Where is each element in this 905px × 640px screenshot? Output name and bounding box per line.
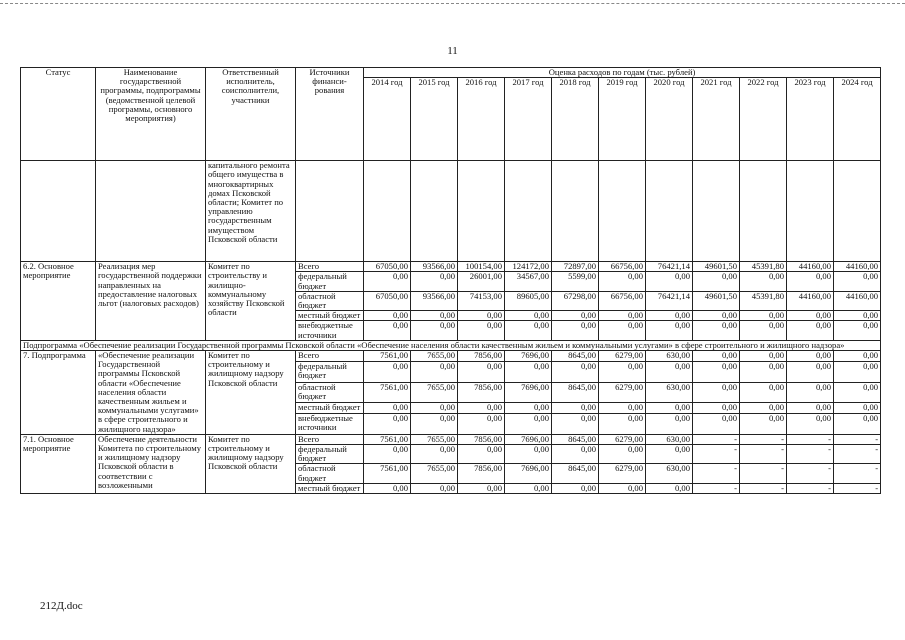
year-value: - [693, 434, 740, 444]
year-value: - [693, 464, 740, 483]
year-value: 630,00 [646, 464, 693, 483]
header-row-1 [21, 68, 881, 78]
year-value: 76421,14 [646, 262, 693, 272]
year-value: 66756,00 [599, 262, 646, 272]
year-value: - [834, 464, 881, 483]
year-value: 0,00 [364, 483, 411, 493]
header-estimate: Оценка расходов по годам (тыс. рублей) [364, 68, 881, 78]
year-value: 0,00 [646, 321, 693, 340]
year-value: 7856,00 [458, 464, 505, 483]
year-value: 0,00 [364, 272, 411, 291]
continuation-text: капитального ремонта общего имущества в многоквартирных домах Псковской области; Комитет по управлению государственным имуществом Псковской области [206, 161, 296, 262]
year-value: 0,00 [458, 311, 505, 321]
year-value: 0,00 [787, 311, 834, 321]
year-value: 0,00 [834, 272, 881, 291]
year-value: 8645,00 [552, 351, 599, 362]
year-value: 0,00 [505, 445, 552, 464]
year-value: 0,00 [505, 311, 552, 321]
row-status: 7.1. Основное мероприятие [21, 434, 96, 493]
row-responsible: Комитет по строительству и жилищно-коммунальному хозяйству Псковской области [206, 262, 296, 341]
year-value: 0,00 [787, 382, 834, 403]
year-value: 0,00 [834, 414, 881, 435]
year-value: 7655,00 [411, 382, 458, 403]
year-value: 34567,00 [505, 272, 552, 291]
year-value: 0,00 [646, 445, 693, 464]
year-value: 7655,00 [411, 464, 458, 483]
year-value: 0,00 [740, 272, 787, 291]
year-value: 5599,00 [552, 272, 599, 291]
year-value: 7655,00 [411, 434, 458, 444]
funding-source: Всего [296, 351, 364, 362]
year-value: 0,00 [552, 414, 599, 435]
year-value: 0,00 [740, 403, 787, 414]
year-value: 0,00 [599, 414, 646, 435]
year-value: 0,00 [599, 321, 646, 340]
cell-empty [364, 161, 411, 262]
table-row [21, 351, 881, 362]
year-value: 7856,00 [458, 382, 505, 403]
year-value: 0,00 [693, 403, 740, 414]
row-name: Реализация мер государственной поддержки направленных на предоставление налоговых льгот (налоговых расходов) [96, 262, 206, 341]
year-value: 76421,14 [646, 291, 693, 310]
cell-empty [834, 161, 881, 262]
funding-source: областной бюджет [296, 464, 364, 483]
year-value: 0,00 [693, 321, 740, 340]
header-year: 2020 год [646, 78, 693, 161]
year-value: 0,00 [552, 321, 599, 340]
header-status: Статус [21, 68, 96, 161]
year-value: 0,00 [693, 351, 740, 362]
year-value: 0,00 [787, 321, 834, 340]
year-value: 0,00 [411, 445, 458, 464]
year-value: 45391,80 [740, 291, 787, 310]
cell-empty [96, 161, 206, 262]
year-value: 89605,00 [505, 291, 552, 310]
year-value: 0,00 [693, 361, 740, 382]
year-value: 0,00 [599, 483, 646, 493]
year-value: 0,00 [364, 445, 411, 464]
year-value: 124172,00 [505, 262, 552, 272]
funding-source: местный бюджет [296, 311, 364, 321]
year-value: 0,00 [552, 311, 599, 321]
year-value: 7696,00 [505, 464, 552, 483]
year-value: 49601,50 [693, 262, 740, 272]
funding-source: Всего [296, 434, 364, 444]
year-value: 0,00 [740, 414, 787, 435]
year-value: 0,00 [458, 321, 505, 340]
year-value: 93566,00 [411, 262, 458, 272]
top-rule [0, 3, 905, 4]
funding-source: областной бюджет [296, 382, 364, 403]
header-year: 2015 год [411, 78, 458, 161]
year-value: 0,00 [787, 272, 834, 291]
funding-source: федеральный бюджет [296, 445, 364, 464]
year-value: 0,00 [740, 321, 787, 340]
year-value: - [740, 483, 787, 493]
year-value: - [834, 483, 881, 493]
year-value: 7561,00 [364, 464, 411, 483]
funding-source: внебюджетные источники [296, 321, 364, 340]
continuation-row [21, 161, 881, 262]
year-value: 7655,00 [411, 351, 458, 362]
year-value: 0,00 [834, 361, 881, 382]
funding-source: внебюджетные источники [296, 414, 364, 435]
year-value: 0,00 [646, 483, 693, 493]
year-value: 26001,00 [458, 272, 505, 291]
funding-source: федеральный бюджет [296, 361, 364, 382]
year-value: 8645,00 [552, 434, 599, 444]
year-value: 0,00 [646, 311, 693, 321]
year-value: 0,00 [834, 311, 881, 321]
year-value: 0,00 [458, 403, 505, 414]
year-value: 0,00 [646, 272, 693, 291]
year-value: 0,00 [458, 445, 505, 464]
subprogram-title: Подпрограмма «Обеспечение реализации Государственной программы Псковской области «Обеспечение населения области качественным жильем и коммунальными услугами» в сфере строительного и жилищного надзора» [21, 340, 881, 350]
year-value: 0,00 [599, 445, 646, 464]
year-value: 0,00 [505, 361, 552, 382]
funding-source: Всего [296, 262, 364, 272]
year-value: 0,00 [505, 414, 552, 435]
year-value: - [693, 445, 740, 464]
year-value: 0,00 [411, 311, 458, 321]
year-value: 0,00 [505, 403, 552, 414]
year-value: 72897,00 [552, 262, 599, 272]
cell-empty [693, 161, 740, 262]
year-value: 7561,00 [364, 351, 411, 362]
year-value: 0,00 [834, 351, 881, 362]
cell-empty [599, 161, 646, 262]
year-value: 0,00 [411, 272, 458, 291]
year-value: 0,00 [552, 483, 599, 493]
year-value: 0,00 [646, 414, 693, 435]
cell-empty [411, 161, 458, 262]
page-number: 11 [447, 45, 458, 57]
table-row [21, 262, 881, 272]
year-value: - [787, 445, 834, 464]
year-value: 0,00 [458, 414, 505, 435]
year-value: 7561,00 [364, 382, 411, 403]
year-value: 0,00 [834, 382, 881, 403]
year-value: 0,00 [740, 361, 787, 382]
cell-empty [296, 161, 364, 262]
year-value: - [787, 483, 834, 493]
year-value: 0,00 [599, 361, 646, 382]
year-value: 0,00 [787, 351, 834, 362]
year-value: 0,00 [599, 272, 646, 291]
year-value: 0,00 [411, 403, 458, 414]
year-value: 44160,00 [787, 291, 834, 310]
funding-source: местный бюджет [296, 403, 364, 414]
header-year: 2016 год [458, 78, 505, 161]
year-value: 0,00 [693, 414, 740, 435]
year-value: 0,00 [740, 382, 787, 403]
year-value: 0,00 [458, 483, 505, 493]
cell-empty [552, 161, 599, 262]
year-value: - [740, 464, 787, 483]
funding-source: федеральный бюджет [296, 272, 364, 291]
table-row [21, 434, 881, 444]
year-value: 0,00 [411, 414, 458, 435]
year-value: 630,00 [646, 351, 693, 362]
year-value: 0,00 [505, 483, 552, 493]
year-value: 0,00 [552, 361, 599, 382]
year-value: 6279,00 [599, 434, 646, 444]
year-value: 44160,00 [834, 262, 881, 272]
year-value: 0,00 [411, 361, 458, 382]
year-value: 49601,50 [693, 291, 740, 310]
header-year: 2017 год [505, 78, 552, 161]
year-value: 630,00 [646, 434, 693, 444]
row-status: 6.2. Основное мероприятие [21, 262, 96, 341]
year-value: 0,00 [552, 403, 599, 414]
year-value: 0,00 [787, 403, 834, 414]
year-value: 0,00 [693, 272, 740, 291]
year-value: 67050,00 [364, 291, 411, 310]
year-value: 0,00 [364, 414, 411, 435]
year-value: 0,00 [411, 483, 458, 493]
funding-source: местный бюджет [296, 483, 364, 493]
header-year: 2024 год [834, 78, 881, 161]
year-value: 0,00 [740, 311, 787, 321]
year-value: 100154,00 [458, 262, 505, 272]
year-value: 0,00 [693, 382, 740, 403]
year-value: 0,00 [599, 403, 646, 414]
year-value: - [693, 483, 740, 493]
year-value: 6279,00 [599, 382, 646, 403]
row-name: Обеспечение деятельности Комитета по строительному и жилищному надзору Псковской области в соответствии с возложенными [96, 434, 206, 493]
row-status: 7. Подпрограмма [21, 351, 96, 435]
year-value: 7696,00 [505, 351, 552, 362]
year-value: 0,00 [458, 361, 505, 382]
year-value: 93566,00 [411, 291, 458, 310]
year-value: 7856,00 [458, 434, 505, 444]
year-value: 6279,00 [599, 351, 646, 362]
year-value: 7696,00 [505, 382, 552, 403]
year-value: 0,00 [364, 321, 411, 340]
row-name: «Обеспечение реализации Государственной программы Псковской области «Обеспечение населения области качественным жильем и коммунальными услугами» в сфере строительного и жилищного надзора» [96, 351, 206, 435]
year-value: 74153,00 [458, 291, 505, 310]
year-value: 0,00 [787, 361, 834, 382]
row-responsible: Комитет по строительному и жилищному надзору Псковской области [206, 351, 296, 435]
header-sources: Источники финанси-рования [296, 68, 364, 161]
year-value: 0,00 [505, 321, 552, 340]
year-value: 67298,00 [552, 291, 599, 310]
cell-empty [458, 161, 505, 262]
year-value: 0,00 [646, 361, 693, 382]
year-value: - [740, 445, 787, 464]
year-value: 8645,00 [552, 382, 599, 403]
year-value: 44160,00 [787, 262, 834, 272]
subprogram-title-row [21, 340, 881, 350]
header-year: 2023 год [787, 78, 834, 161]
year-value: 44160,00 [834, 291, 881, 310]
year-value: 0,00 [364, 311, 411, 321]
header-year: 2019 год [599, 78, 646, 161]
year-value: 8645,00 [552, 464, 599, 483]
funding-source: областной бюджет [296, 291, 364, 310]
year-value: 7856,00 [458, 351, 505, 362]
year-value: - [787, 434, 834, 444]
year-value: 0,00 [411, 321, 458, 340]
year-value: 7696,00 [505, 434, 552, 444]
year-value: - [834, 445, 881, 464]
year-value: 0,00 [787, 414, 834, 435]
year-value: 0,00 [740, 351, 787, 362]
cell-empty [646, 161, 693, 262]
header-year: 2018 год [552, 78, 599, 161]
cell-empty [505, 161, 552, 262]
year-value: 0,00 [834, 403, 881, 414]
year-value: - [787, 464, 834, 483]
header-year: 2014 год [364, 78, 411, 161]
year-value: - [834, 434, 881, 444]
year-value: 0,00 [364, 403, 411, 414]
year-value: - [740, 434, 787, 444]
footer-filename: 212Д.doc [40, 600, 83, 612]
row-responsible: Комитет по строительному и жилищному надзору Псковской области [206, 434, 296, 493]
header-year: 2022 год [740, 78, 787, 161]
year-value: 6279,00 [599, 464, 646, 483]
year-value: 0,00 [599, 311, 646, 321]
budget-table [20, 67, 881, 494]
year-value: 0,00 [693, 311, 740, 321]
cell-empty [21, 161, 96, 262]
year-value: 0,00 [364, 361, 411, 382]
header-year: 2021 год [693, 78, 740, 161]
year-value: 45391,80 [740, 262, 787, 272]
year-value: 66756,00 [599, 291, 646, 310]
table-body [21, 161, 881, 494]
year-value: 0,00 [646, 403, 693, 414]
year-value: 0,00 [834, 321, 881, 340]
cell-empty [787, 161, 834, 262]
header-name: Наименование государственной программы, подпрограммы (ведомственной целевой программы, основного мероприятия) [96, 68, 206, 161]
year-value: 67050,00 [364, 262, 411, 272]
year-value: 0,00 [552, 445, 599, 464]
year-value: 630,00 [646, 382, 693, 403]
header-responsible: Ответственный исполнитель, соисполнители, участники [206, 68, 296, 161]
cell-empty [740, 161, 787, 262]
year-value: 7561,00 [364, 434, 411, 444]
